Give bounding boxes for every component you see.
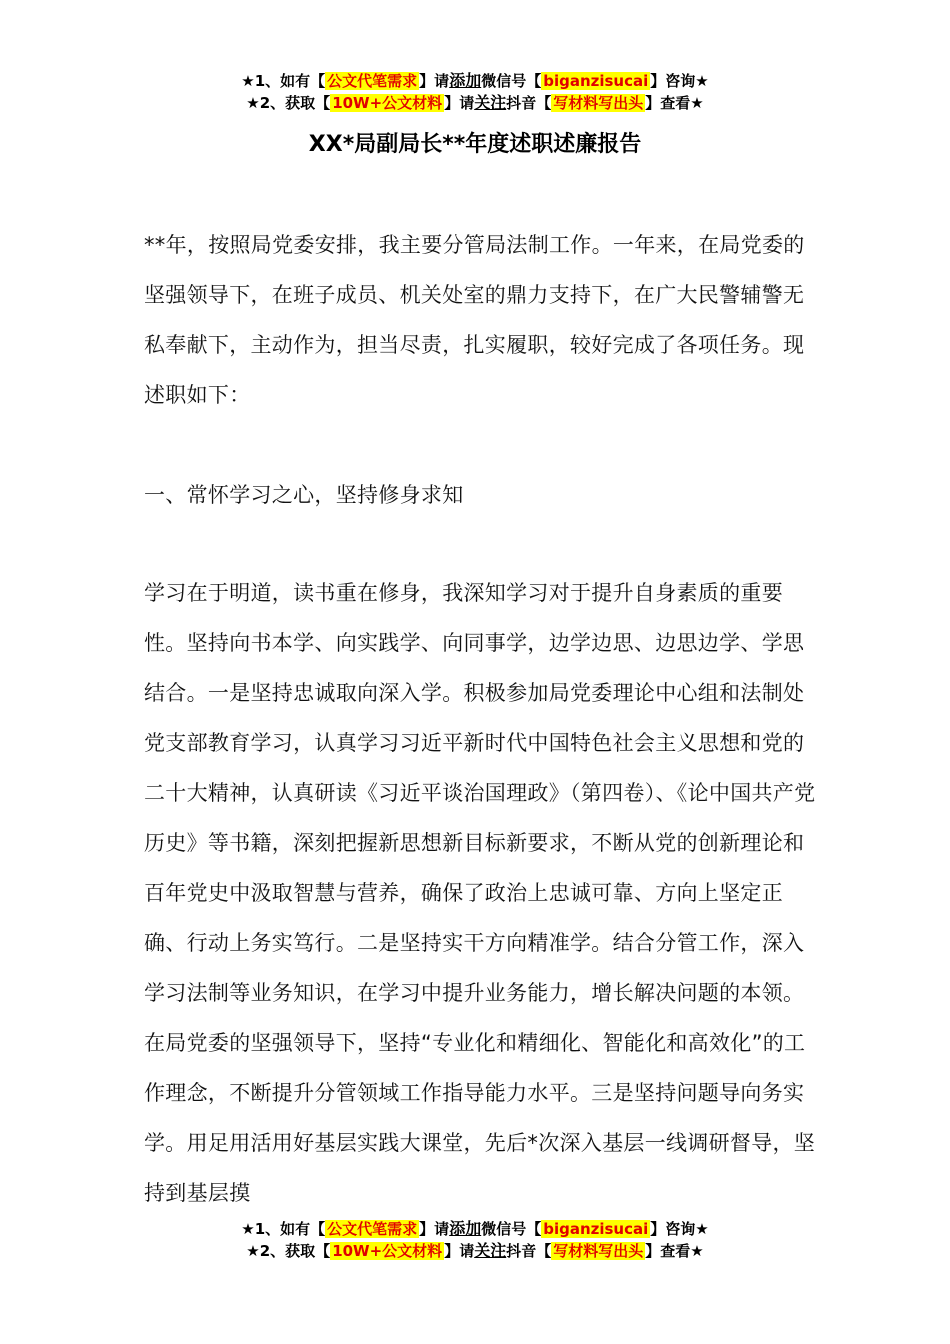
banner-underlined: 添加 [449,1219,482,1238]
banner-text: 微信号【 [481,1220,542,1238]
banner-line-2 [0,1240,950,1262]
highlight-douyin-id: 写材料写出头 [553,1242,644,1260]
highlight-service: 公文代笔需求 [327,1220,418,1238]
footer-banner [0,1218,950,1262]
highlight-materials: 10W+公文材料 [332,94,443,112]
banner-line-1 [0,1218,950,1240]
section-paragraph-1 [144,568,824,1218]
banner-text: 】请 [419,1220,450,1238]
banner-text: 抖音【 [506,1242,552,1260]
banner-text: 】咨询★ [650,72,709,90]
document-title: XX*局副局长**年度述职述廉报告 [308,132,642,157]
highlight-materials: 10W+公文材料 [332,1242,443,1260]
intro-paragraph [144,220,824,420]
banner-text: 】查看★ [645,94,704,112]
banner-text: 抖音【 [506,94,552,112]
banner-text: 】查看★ [645,1242,704,1260]
banner-text: 微信号【 [481,72,542,90]
banner-underlined: 关注 [474,1241,507,1260]
highlight-service: 公文代笔需求 [327,72,418,90]
banner-text: 】请 [419,72,450,90]
highlight-douyin-id: 写材料写出头 [553,94,644,112]
banner-text: 】请 [444,94,475,112]
paragraph-text: 学习在于明道，读书重在修身，我深知学习对于提升自身素质的重要性。坚持向书本学、向实践学、向同事学，边学边思、边思边学、学思结合。一是坚持忠诚取向深入学。积极参加局党委理论中心组和法制处党支部教育学习，认真学习习近平新时代中国特色社会主义思想和党的二十大精神，认真研读《习近平谈治国理政》（第四卷）、《论中国共产党历史》等书籍，深刻把握新思想新目标新要求，不断从党的创新理论和百年党史中汲取智慧与营养，确保了政治上忠诚可靠、方向上坚定正确、行动上务实笃行。二是坚持实干方向精准学。结合分管工作，深入学习法制等业务知识，在学习中提升业务能力，增长解决问题的本领。在局党委的坚强领导下，坚持“专业化和精细化、智能化和高效化”的工作理念，不断提升分管领域工作指导能力水平。三是坚持问题导向务实学。用足用活用好基层实践大课堂，先后*次深入基层一线调研督导，坚持到基层摸 [144,581,816,1205]
banner-line-2 [0,92,950,114]
banner-line-1 [0,70,950,92]
banner-text: 】请 [444,1242,475,1260]
banner-text: ★2、获取【 [246,1242,331,1260]
intro-text: **年，按照局党委安排，我主要分管局法制工作。一年来，在局党委的坚强领导下，在班子成员、机关处室的鼎力支持下，在广大民警辅警无私奉献下，主动作为，担当尽责，扎实履职，较好完成了各项任务。现述职如下： [144,233,805,407]
banner-text: 】咨询★ [650,1220,709,1238]
highlight-wechat-id: biganzisucai [543,1220,649,1238]
banner-text: ★1、如有【 [241,72,326,90]
heading-text: 一、常怀学习之心，坚持修身求知 [144,483,464,507]
banner-underlined: 添加 [449,71,482,90]
highlight-wechat-id: biganzisucai [543,72,649,90]
header-banner [0,70,950,114]
banner-text: ★1、如有【 [241,1220,326,1238]
banner-text: ★2、获取【 [246,94,331,112]
banner-underlined: 关注 [474,93,507,112]
section-heading-1 [144,470,824,520]
